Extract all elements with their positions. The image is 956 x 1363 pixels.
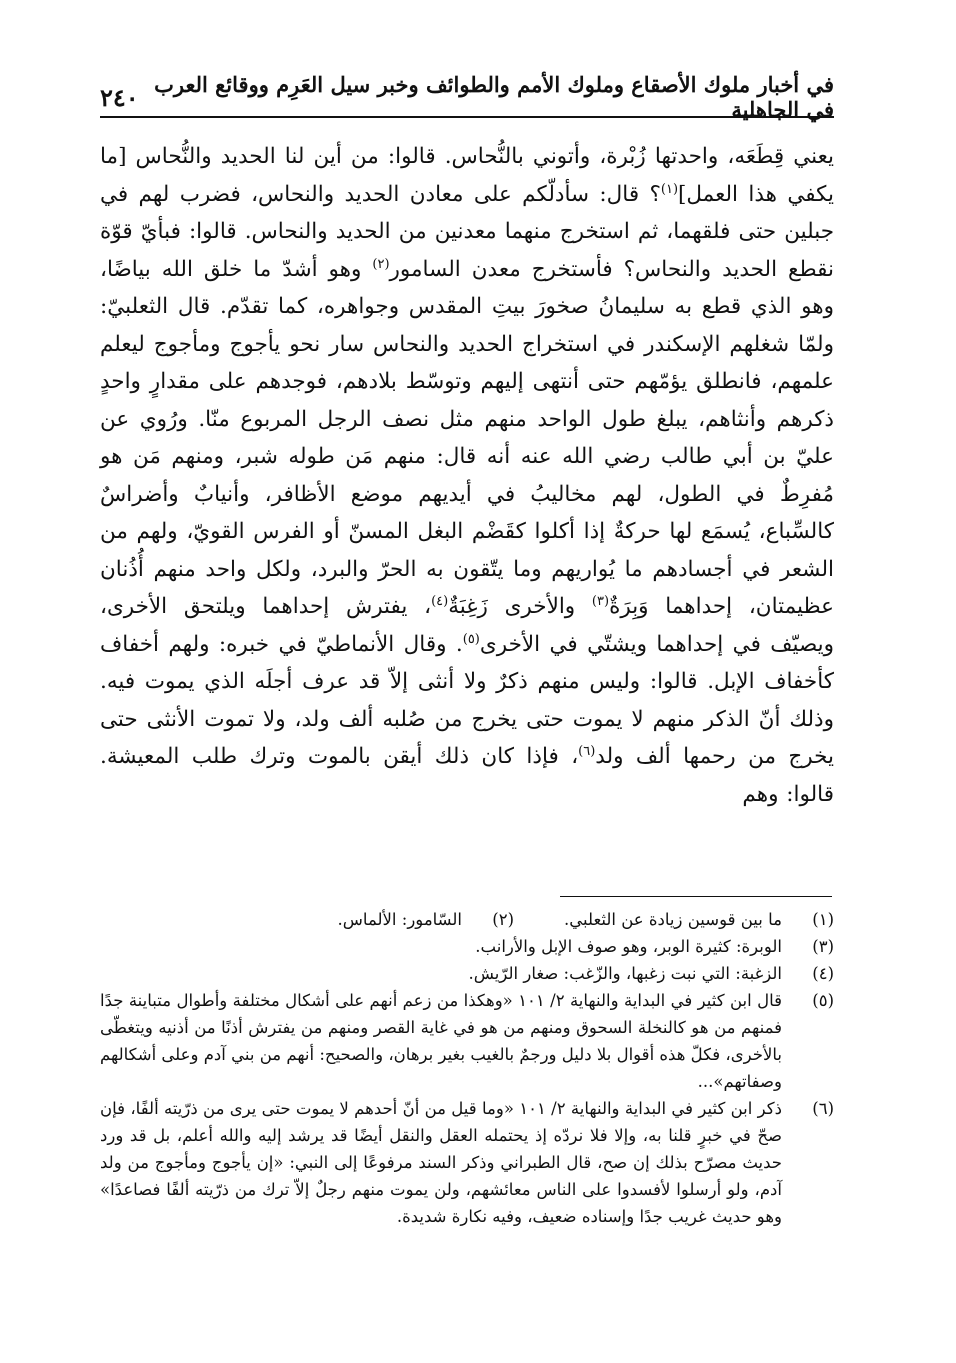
footnote-text: قال ابن كثير في البداية والنهاية ٢/ ١٠١ «وهكذا من زعم أنهم على أشكال مختلفة وأطوال متباينة جدًا فمنهم من هو كالنخلة السحوق ومنهم من هو في غاية القصر ومنهم من يفترش أذنًا من أذنيه ويتغطّى بالأخرى، فكلّ هذه أقوال بلا دليل ورجمٌ بالغيب بغير برهان، والصحيح: أنهم من بني آدم وعلى أشكالهم وصفاتهم»... — [100, 991, 782, 1091]
body-text: ؟ قال: سأدلّكم على معادن الحديد والنحاس، فضرب لهم في جبلين حتى فلقهما، ثم استخرج منهما معدنين من الحديد والنحاس. قالوا: فبأيّ قوّة نقطع الحديد والنحاس؟ فأستخرج معدن السامور — [100, 181, 834, 282]
footnote-3 — [100, 933, 834, 960]
page-number: ٢٤٠ — [100, 82, 139, 112]
footnote-ref: (٢) — [372, 256, 390, 272]
footnote-2 — [338, 906, 514, 933]
footnotes — [100, 906, 834, 1230]
footnote-separator — [560, 896, 832, 897]
page-header — [100, 72, 834, 122]
footnote-ref: (٣) — [591, 593, 610, 609]
footnote-text: ما بين قوسين زيادة عن الثعلبي. — [564, 910, 782, 929]
footnote-5 — [100, 987, 834, 1095]
footnote-text: السّامور: الألماس. — [337, 910, 463, 929]
footnote-1 — [564, 906, 834, 933]
footnote-text: الزغبة: التي نبت زغبها، والزّغب: صغار الرّيش. — [468, 964, 782, 983]
body-text: وهو أشدّ ما خلق الله بياضًا، وهو الذي قطع به سليمانُ صخورَ بيتِ المقدس وجواهره، كما تقدّم. قال الثعلبيّ: ولمّا شغلهم الإسكندر في استخراج الحديد والنحاس سار نحو يأجوج ومأجوج ليعلم علمهم، فانطلق يؤمّهم حتى أنتهى إليهم وتوسّط بلادهم، فوجدهم على مقدارٍ واحدٍ ذكرهم وأنثاهم، يبلغ طول الواحد منهم مثل نصف الرجل المربوع منّا. ورُوي عن عليّ بن أبي طالب رضي الله عنه أنه قال: منهم مَن طوله شبر، ومنهم مَن هو مُفرِطٌ في الطول، لهم مخاليبُ في أيديهم موضع الأظافر، وأنيابٌ وأضراسٌ كالسِّباع، يُسمَع لها حركةٌ إذا أكلوا كقَضْم البغل المسنّ أو الفرس القويّ، ولهم من الشعر في أجسادهم ما يُواريهم وما يتّقون به الحرّ والبرد، ولكل واحد منهم أُذُنان عظيمتان، إحداهما وَبِرَةٌ — [100, 256, 834, 619]
body-text: ، فإذا كان ذلك أيقن بالموت وترك طلب المعيشة. قالوا: وهم — [100, 744, 834, 807]
footnote-number: (١) — [812, 910, 834, 929]
running-title: في أخبار ملوك الأصقاع وملوك الأمم والطوائف وخبر سيل العَرِم ووقائع العرب في الجاهلية — [154, 72, 834, 122]
footnote-number: (٤) — [812, 964, 834, 983]
footnote-number: (٥) — [812, 991, 834, 1010]
body-text: ، يفترش إحداهما ويلتحق الأخرى، ويصيّف في إحداهما ويشتّي في الأخرى — [100, 594, 834, 657]
footnote-ref: (٤) — [431, 593, 449, 609]
footnote-row — [100, 906, 834, 933]
footnote-number: (٢) — [492, 910, 515, 929]
body-text: يعني قِطَعَه، واحدتها زُبْرة، وأتوني بالنُّحاس. قالوا: من أين لنا الحديد والنُّحاس [ما يكفي هذا العمل] — [100, 144, 834, 207]
footnote-ref: (١) — [660, 181, 679, 197]
footnote-text: ذكر ابن كثير في البداية والنهاية ٢/ ١٠١ «وما قيل من أنّ أحدهم لا يموت حتى يرى من ذرّيته ألفًا، فإن صحّ في خبرٍ قلنا به، وإلا فلا نردّه إذ يحتمله العقل والنقل أيضًا قد يرشد إليه والله أعلم، بل قد ورد حديث مصرّح بذلك إن صح، قال الطبراني وذكر السند مرفوعًا إلى النبي: «إن يأجوج ومأجوج من ولد آدم، ولو أرسلوا لأفسدوا على الناس معائشهم، ولن يموت منهم رجلٌ إلاّ ترك من ذرّيته ألفًا فصاعدًا» وهو حديث غريب جدًا وإسناده ضعيف، وفيه نكارة شديدة. — [100, 1099, 782, 1226]
main-text — [100, 138, 834, 813]
footnote-number: (٦) — [812, 1099, 834, 1118]
footnote-4 — [100, 960, 834, 987]
body-text: والأخرى زَغِبَةٌ — [448, 594, 592, 619]
footnote-number: (٣) — [812, 937, 834, 956]
footnote-ref: (٦) — [578, 743, 596, 759]
body-text: . وقال الأنماطيّ في خبره: ولهم أخفاف كأخفاف الإبل. قالوا: وليس منهم ذكرٌ ولا أنثى إلاّ قد عرف أجلَه الذي يموت فيه. وذلك أنّ الذكر منهم لا يموت حتى يخرج من صُلبه ألف ولد، ولا تموت الأنثى حتى يخرج من رحمها ألف ولد — [100, 631, 834, 769]
footnote-text: الوبرة: كثيرة الوبر، وهو صوف الإبل والأرانب. — [475, 937, 782, 956]
footnote-6 — [100, 1095, 834, 1230]
body-paragraph — [100, 138, 834, 813]
footnote-ref: (٥) — [462, 631, 480, 647]
